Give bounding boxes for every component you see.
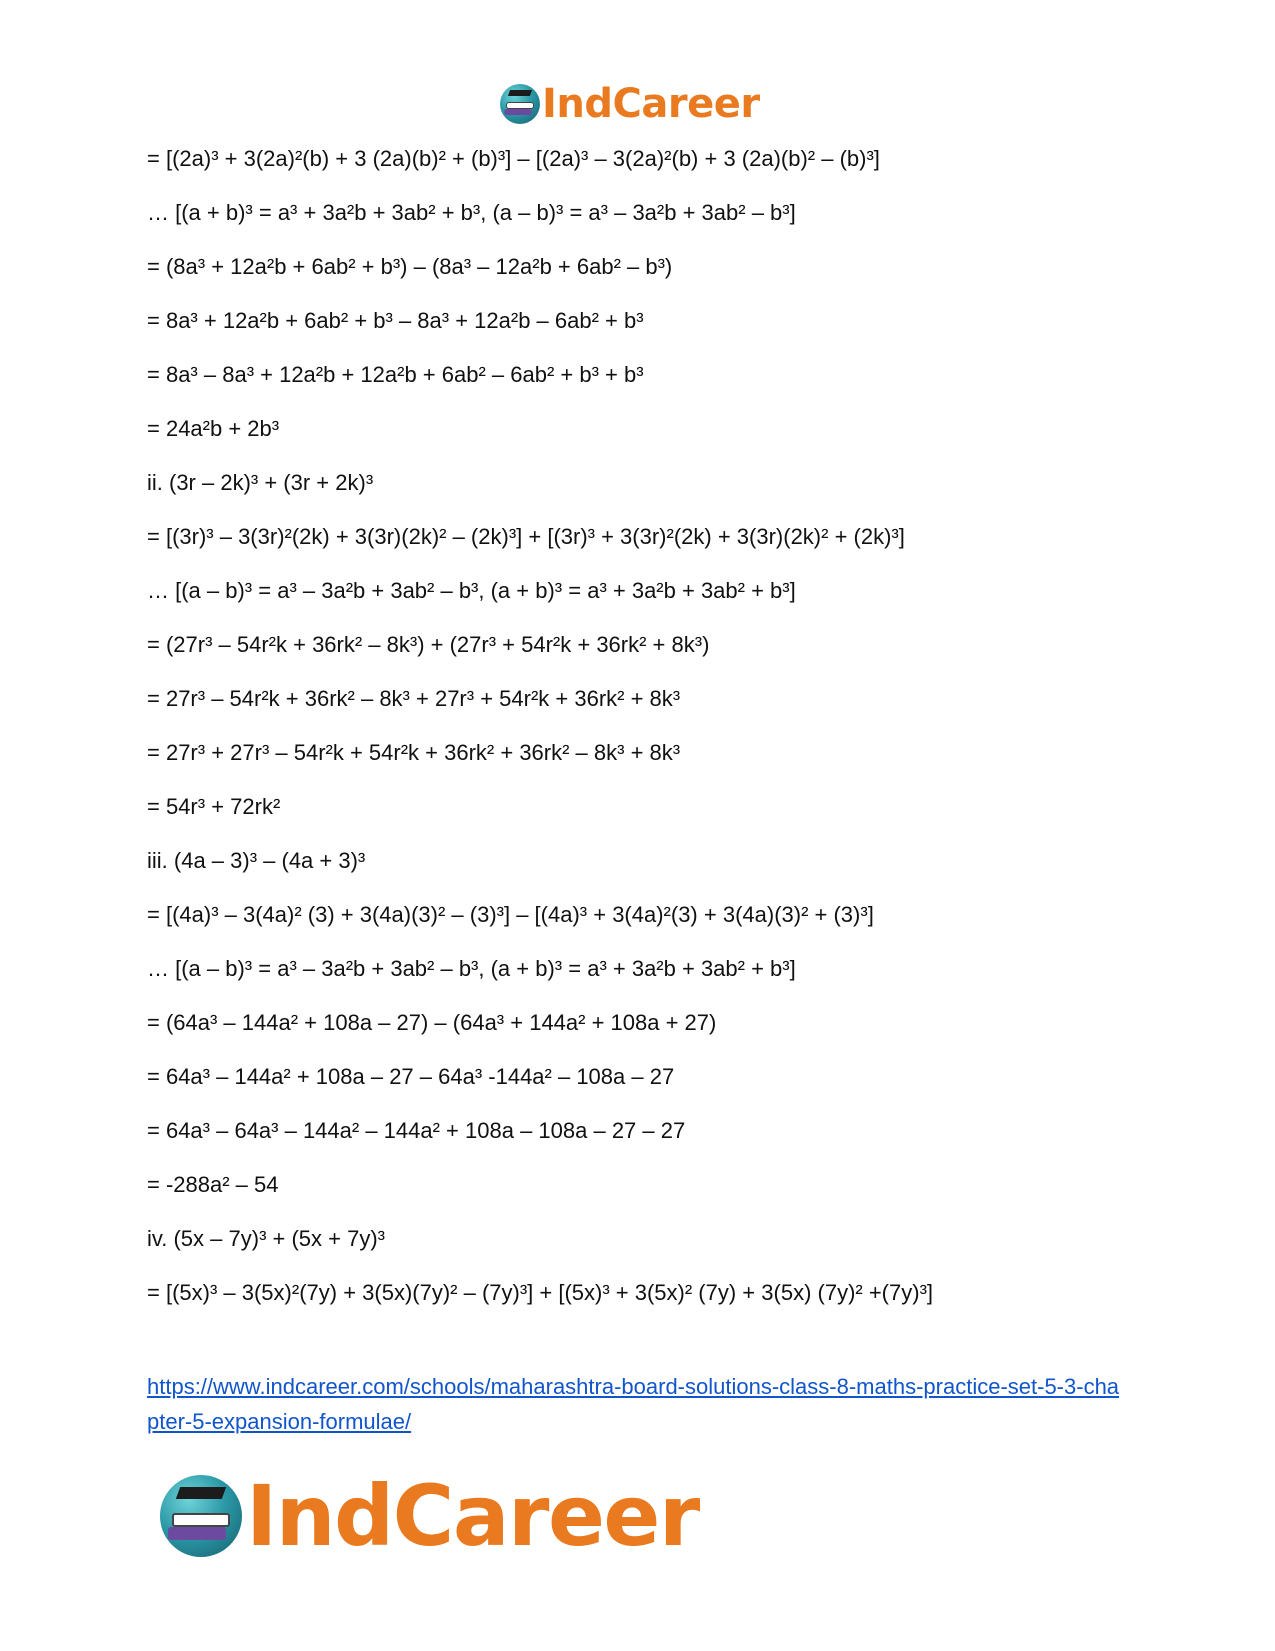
math-line: = 64a³ – 64a³ – 144a² – 144a² + 108a – 108a – 27 – 27 (147, 1118, 686, 1143)
math-line: … [(a – b)³ = a³ – 3a²b + 3ab² – b³, (a + b)³ = a³ + 3a²b + 3ab² + b³] (147, 578, 796, 603)
solution-content (147, 146, 1147, 1334)
math-line: = -288a² – 54 (147, 1172, 279, 1197)
math-line: = [(3r)³ – 3(3r)²(2k) + 3(3r)(2k)² – (2k)³] + [(3r)³ + 3(3r)²(2k) + 3(3r)(2k)² + (2k)³] (147, 524, 905, 549)
math-line: = (64a³ – 144a² + 108a – 27) – (64a³ + 144a² + 108a + 27) (147, 1010, 717, 1035)
problem-heading: ii. (3r – 2k)³ + (3r + 2k)³ (147, 470, 374, 495)
math-line: = 64a³ – 144a² + 108a – 27 – 64a³ -144a² – 108a – 27 (147, 1064, 675, 1089)
graduation-books-icon (500, 84, 540, 124)
source-link[interactable]: https://www.indcareer.com/schools/maharashtra-board-solutions-class-8-maths-practice-set-5-3-chapter-5-expansion-formulae/ (147, 1374, 1120, 1434)
problem-heading: iii. (4a – 3)³ – (4a + 3)³ (147, 848, 366, 873)
graduation-books-icon (160, 1475, 242, 1557)
footer-logo (160, 1466, 699, 1566)
math-line: = (27r³ – 54r²k + 36rk² – 8k³) + (27r³ + 54r²k + 36rk² + 8k³) (147, 632, 710, 657)
header-logo-text: IndCareer (542, 81, 760, 127)
math-line: = 8a³ – 8a³ + 12a²b + 12a²b + 6ab² – 6ab² + b³ + b³ (147, 362, 644, 387)
math-line: = [(5x)³ – 3(5x)²(7y) + 3(5x)(7y)² – (7y)³] + [(5x)³ + 3(5x)² (7y) + 3(5x) (7y)² +(7y)³] (147, 1280, 934, 1305)
math-line: = [(2a)³ + 3(2a)²(b) + 3 (2a)(b)² + (b)³] – [(2a)³ – 3(2a)²(b) + 3 (2a)(b)² – (b)³] (147, 146, 880, 171)
math-line: = 24a²b + 2b³ (147, 416, 280, 441)
math-line: = 54r³ + 72rk² (147, 794, 281, 819)
header-logo (500, 80, 760, 128)
math-line: = (8a³ + 12a²b + 6ab² + b³) – (8a³ – 12a²b + 6ab² – b³) (147, 254, 673, 279)
math-line: = 8a³ + 12a²b + 6ab² + b³ – 8a³ + 12a²b – 6ab² + b³ (147, 308, 644, 333)
footer-logo-text: IndCareer (246, 1467, 699, 1565)
math-line: … [(a – b)³ = a³ – 3a²b + 3ab² – b³, (a + b)³ = a³ + 3a²b + 3ab² + b³] (147, 956, 796, 981)
problem-heading: iv. (5x – 7y)³ + (5x + 7y)³ (147, 1226, 385, 1251)
math-line: = 27r³ – 54r²k + 36rk² – 8k³ + 27r³ + 54r²k + 36rk² + 8k³ (147, 686, 681, 711)
math-line: = 27r³ + 27r³ – 54r²k + 54r²k + 36rk² + 36rk² – 8k³ + 8k³ (147, 740, 681, 765)
math-line: … [(a + b)³ = a³ + 3a²b + 3ab² + b³, (a – b)³ = a³ – 3a²b + 3ab² – b³] (147, 200, 796, 225)
math-line: = [(4a)³ – 3(4a)² (3) + 3(4a)(3)² – (3)³] – [(4a)³ + 3(4a)²(3) + 3(4a)(3)² + (3)³] (147, 902, 874, 927)
